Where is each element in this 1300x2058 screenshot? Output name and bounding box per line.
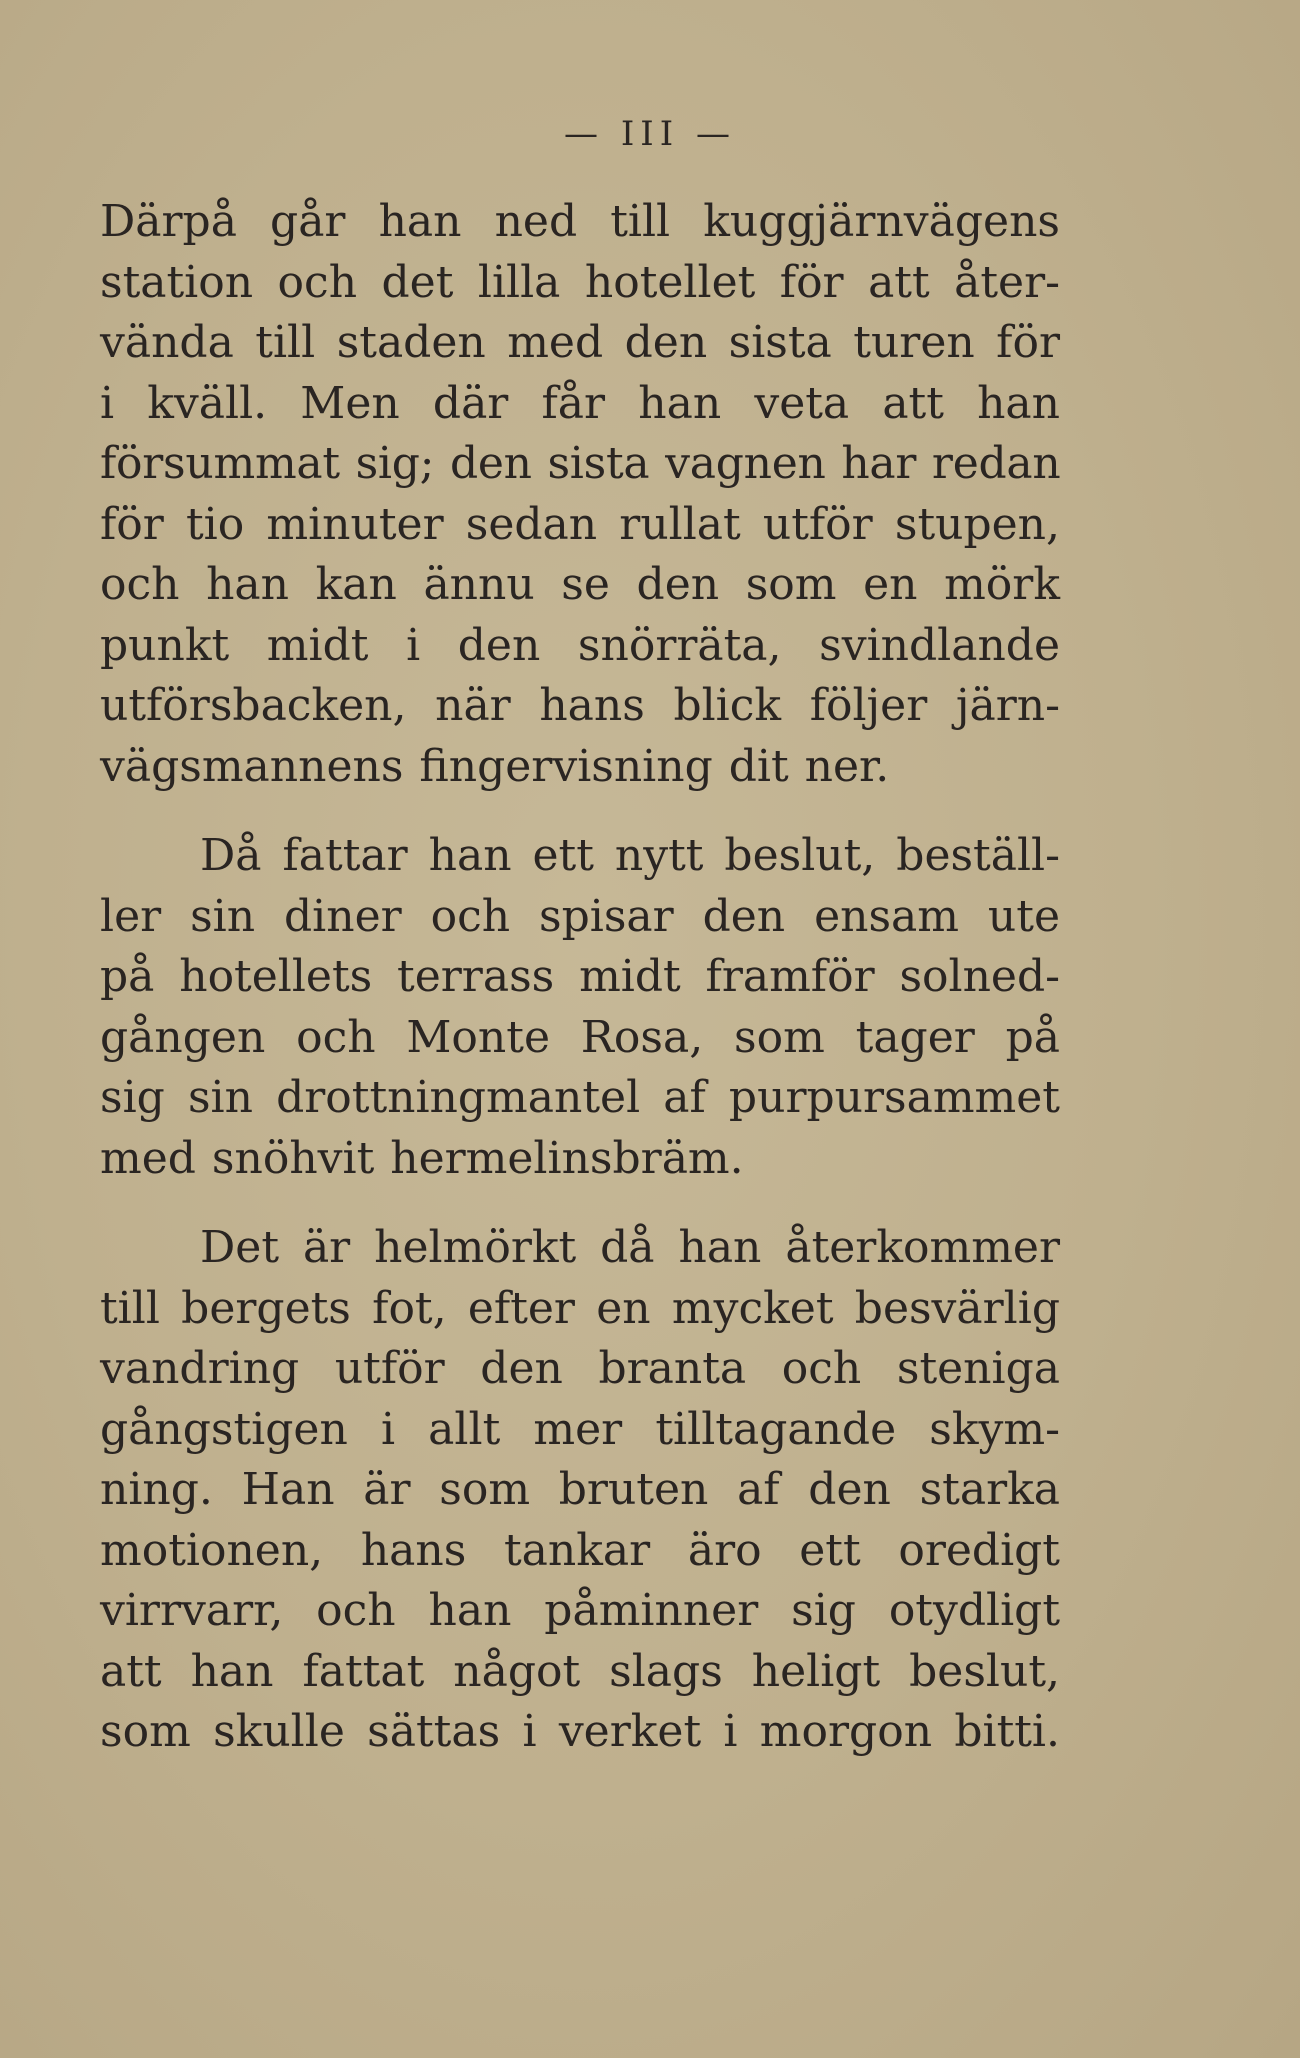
text-line: försummat sig; den sista vagnen har redan [100, 438, 1061, 489]
text-line: gången och Monte Rosa, som tager på [100, 1011, 1060, 1063]
text-line: virrvarr, och han påminner sig otydligt [100, 1585, 1060, 1636]
text-line: station och det lilla hotellet för att åter- [100, 256, 1060, 308]
text-line: Det är helmörkt då han återkommer [200, 1222, 1060, 1273]
text-line: motionen, hans tankar äro ett oredigt [100, 1524, 1060, 1576]
text-line: Då fattar han ett nytt beslut, beställ- [200, 830, 1060, 881]
text-line: Därpå går han ned till kuggjärnvägens [100, 196, 1060, 247]
text-line: ning. Han är som bruten af den starka [100, 1464, 1060, 1515]
paragraph-3 [100, 1218, 1060, 1763]
text-line: i kväll. Men där får han veta att han [100, 377, 1060, 429]
text-line: punkt midt i den snörräta, svindlande [100, 619, 1060, 671]
text-line: på hotellets terrass midt framför solned- [100, 951, 1060, 1002]
text-line: utförsbacken, när hans blick följer järn- [100, 680, 1060, 731]
text-line: ler sin diner och spisar den ensam ute [100, 890, 1060, 942]
text-line: sig sin drottningmantel af purpursammet [100, 1072, 1060, 1123]
text-line: att han fattat något slags heligt beslut, [100, 1645, 1060, 1697]
text-line: gångstigen i allt mer tilltagande skym- [100, 1403, 1060, 1455]
paragraph-2 [100, 826, 1060, 1189]
text-line: med snöhvit hermelinsbräm. [100, 1132, 744, 1184]
text-line: vandring utför den branta och steniga [100, 1343, 1060, 1394]
text-line: vägsmannens fingervisning dit ner. [100, 740, 890, 792]
text-line: och han kan ännu se den som en mörk [100, 559, 1060, 610]
text-line: för tio minuter sedan rullat utför stupen, [100, 498, 1060, 550]
body-text [100, 192, 1060, 1763]
paragraph-1 [100, 192, 1060, 797]
text-line: som skulle sättas i verket i morgon bitti. [100, 1706, 1060, 1757]
text-line: vända till staden med den sista turen för [100, 317, 1060, 368]
page-number: — III — [564, 114, 736, 154]
text-line: till bergets fot, efter en mycket besvärlig [100, 1282, 1060, 1334]
